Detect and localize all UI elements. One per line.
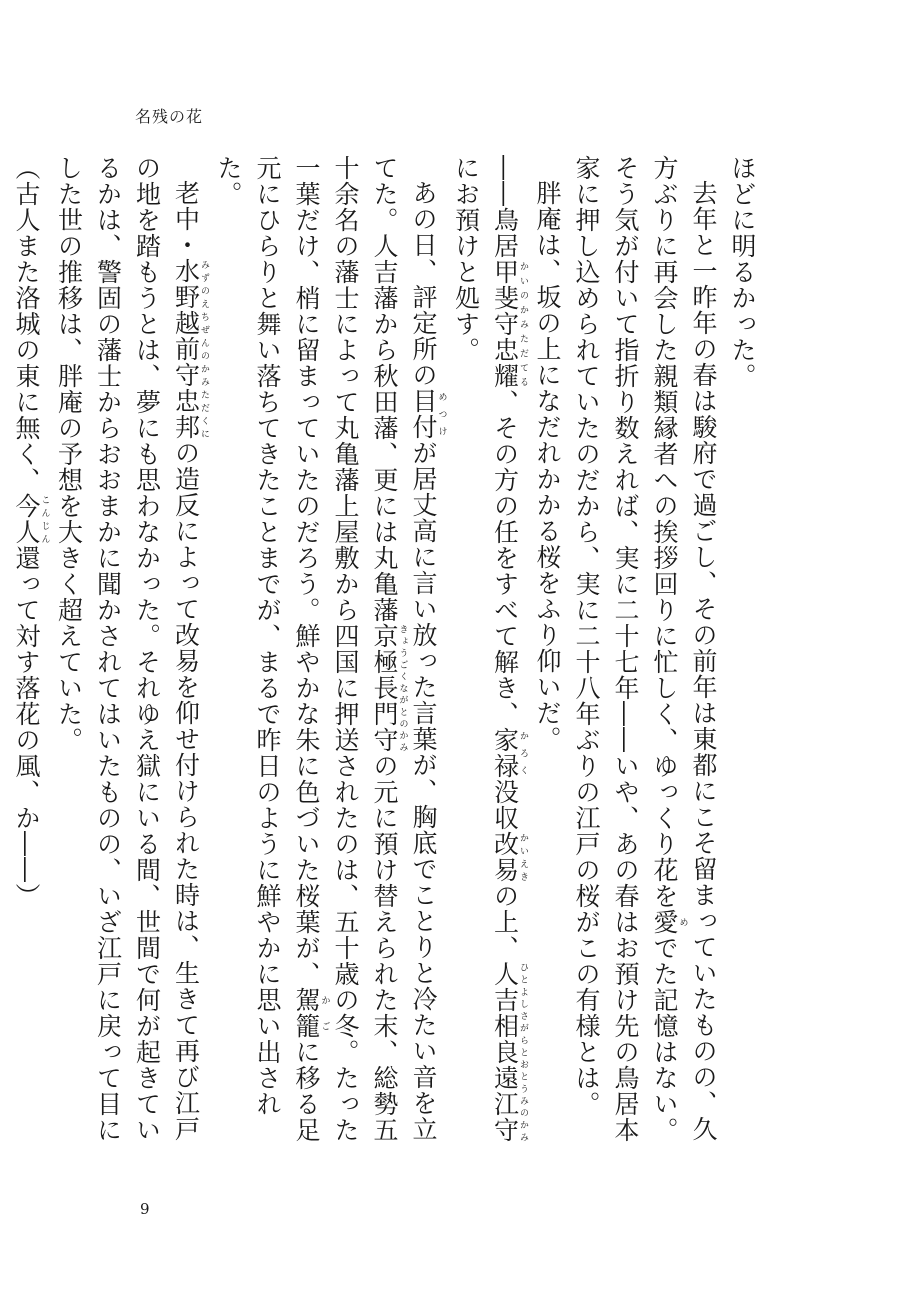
ruby-reading: こんじん	[39, 493, 50, 545]
page-number: 9	[140, 1200, 150, 1218]
ruby-annotation	[650, 909, 688, 935]
ruby-reading: めつけ	[436, 388, 447, 440]
text-run: でた記憶はない。そう気が付いて指折り数えれば、実に二十七年――いや、あの春はお預け先の鳥居本家に押し込められていたのだから、実に二十八年ぶりの江戸の桜がこの有様とは。	[572, 155, 679, 1143]
ruby-reading: みずのえちぜんのかみただくに	[199, 258, 209, 440]
text-run: 去年と一昨年の春は駿府で過ごし、その前年は東都にこそ留まっていたものの、久方ぶりに再会した親類縁者への挨拶回りに忙しく、ゆっくり花を	[650, 155, 718, 1142]
text-run: 、その方の任をすべて解き、	[490, 389, 520, 727]
ruby-reading: かいのかみただてる	[518, 259, 528, 389]
paragraph	[723, 155, 762, 1155]
ruby-base: 家禄	[490, 727, 520, 779]
ruby-reading: め	[677, 909, 688, 935]
paragraph	[528, 155, 567, 1155]
ruby-reading: かいえき	[518, 831, 528, 883]
text-run: が居丈高に言い放った言葉が、胸底でことりと冷たい音を立てた。人吉藩から秋田藩、更には丸亀藩	[370, 155, 438, 1142]
text-run: の上、	[490, 883, 520, 961]
ruby-base: 人吉相良遠江守	[490, 961, 520, 1143]
paragraph	[7, 155, 50, 1155]
text-run: の造反によって改易を仰せ付けられた時は、生きて再び江戸の地を踏もうとは、夢にも思わなかった。それゆえ獄にいる間、世間で何が起きているかは、警固の藩士からおおまかに聞かされてはいたものの、いざ江戸に戻って目にした世の推移は、胖庵の予想を大きく超えていた。	[54, 155, 201, 1143]
text-run: 没収	[490, 779, 520, 831]
ruby-annotation	[370, 623, 408, 753]
ruby-reading: ひとよしさがらとおとうみのかみ	[518, 961, 528, 1143]
text-run: ――鳥居	[490, 155, 520, 259]
ruby-base: 京極長門守	[370, 623, 399, 753]
ruby-base: 水野越前守忠邦	[171, 258, 201, 440]
text-run: の元に預け替えられた末、総勢五十余名の藩士によって丸亀藩上屋敷から四国に押送されたのは、五十歳の冬。たった一葉だけ、梢に留まっていたのだろう。鮮やかな朱に色づいた桜葉が、	[292, 155, 399, 1143]
ruby-base: 改易	[490, 831, 520, 883]
ruby-annotation	[12, 493, 50, 545]
ruby-annotation	[292, 987, 330, 1039]
paragraph	[50, 155, 210, 1155]
paragraph	[447, 155, 529, 1155]
ruby-annotation	[409, 388, 447, 440]
text-run: 胖庵は、坂の上になだれかかる桜をふり仰いだ。	[533, 180, 562, 752]
ruby-annotation	[171, 258, 209, 440]
paragraph	[567, 155, 723, 1155]
running-head: 名残の花	[135, 107, 204, 126]
ruby-reading: きょうごくながとのかみ	[397, 623, 408, 753]
ruby-base: 駕籠	[292, 987, 321, 1039]
body-text	[12, 155, 762, 1155]
text-run: （古人また洛城の東に無く、	[12, 155, 41, 493]
text-run: に移る足元にひらりと舞い落ちてきたことまでが、まるで昨日のように鮮やかに思い出された。	[214, 155, 321, 1143]
text-run: にお預けと処す。	[451, 155, 481, 363]
paragraph	[209, 155, 447, 1155]
ruby-annotation	[490, 727, 528, 779]
ruby-base: 甲斐守忠耀	[490, 259, 520, 389]
text-run: 老中・	[171, 180, 201, 258]
text-run: 還って対す落花の風、か――）	[12, 545, 41, 909]
ruby-base: 今人	[12, 493, 41, 545]
text-run: ほどに明るかった。	[728, 155, 757, 389]
ruby-reading: かろく	[518, 727, 528, 779]
ruby-annotation	[490, 961, 528, 1143]
ruby-annotation	[490, 259, 528, 389]
ruby-annotation	[490, 831, 528, 883]
text-run: あの日、評定所の	[409, 180, 438, 388]
ruby-reading: かご	[319, 987, 330, 1039]
ruby-base: 目付	[409, 388, 438, 440]
ruby-base: 愛	[650, 909, 679, 935]
